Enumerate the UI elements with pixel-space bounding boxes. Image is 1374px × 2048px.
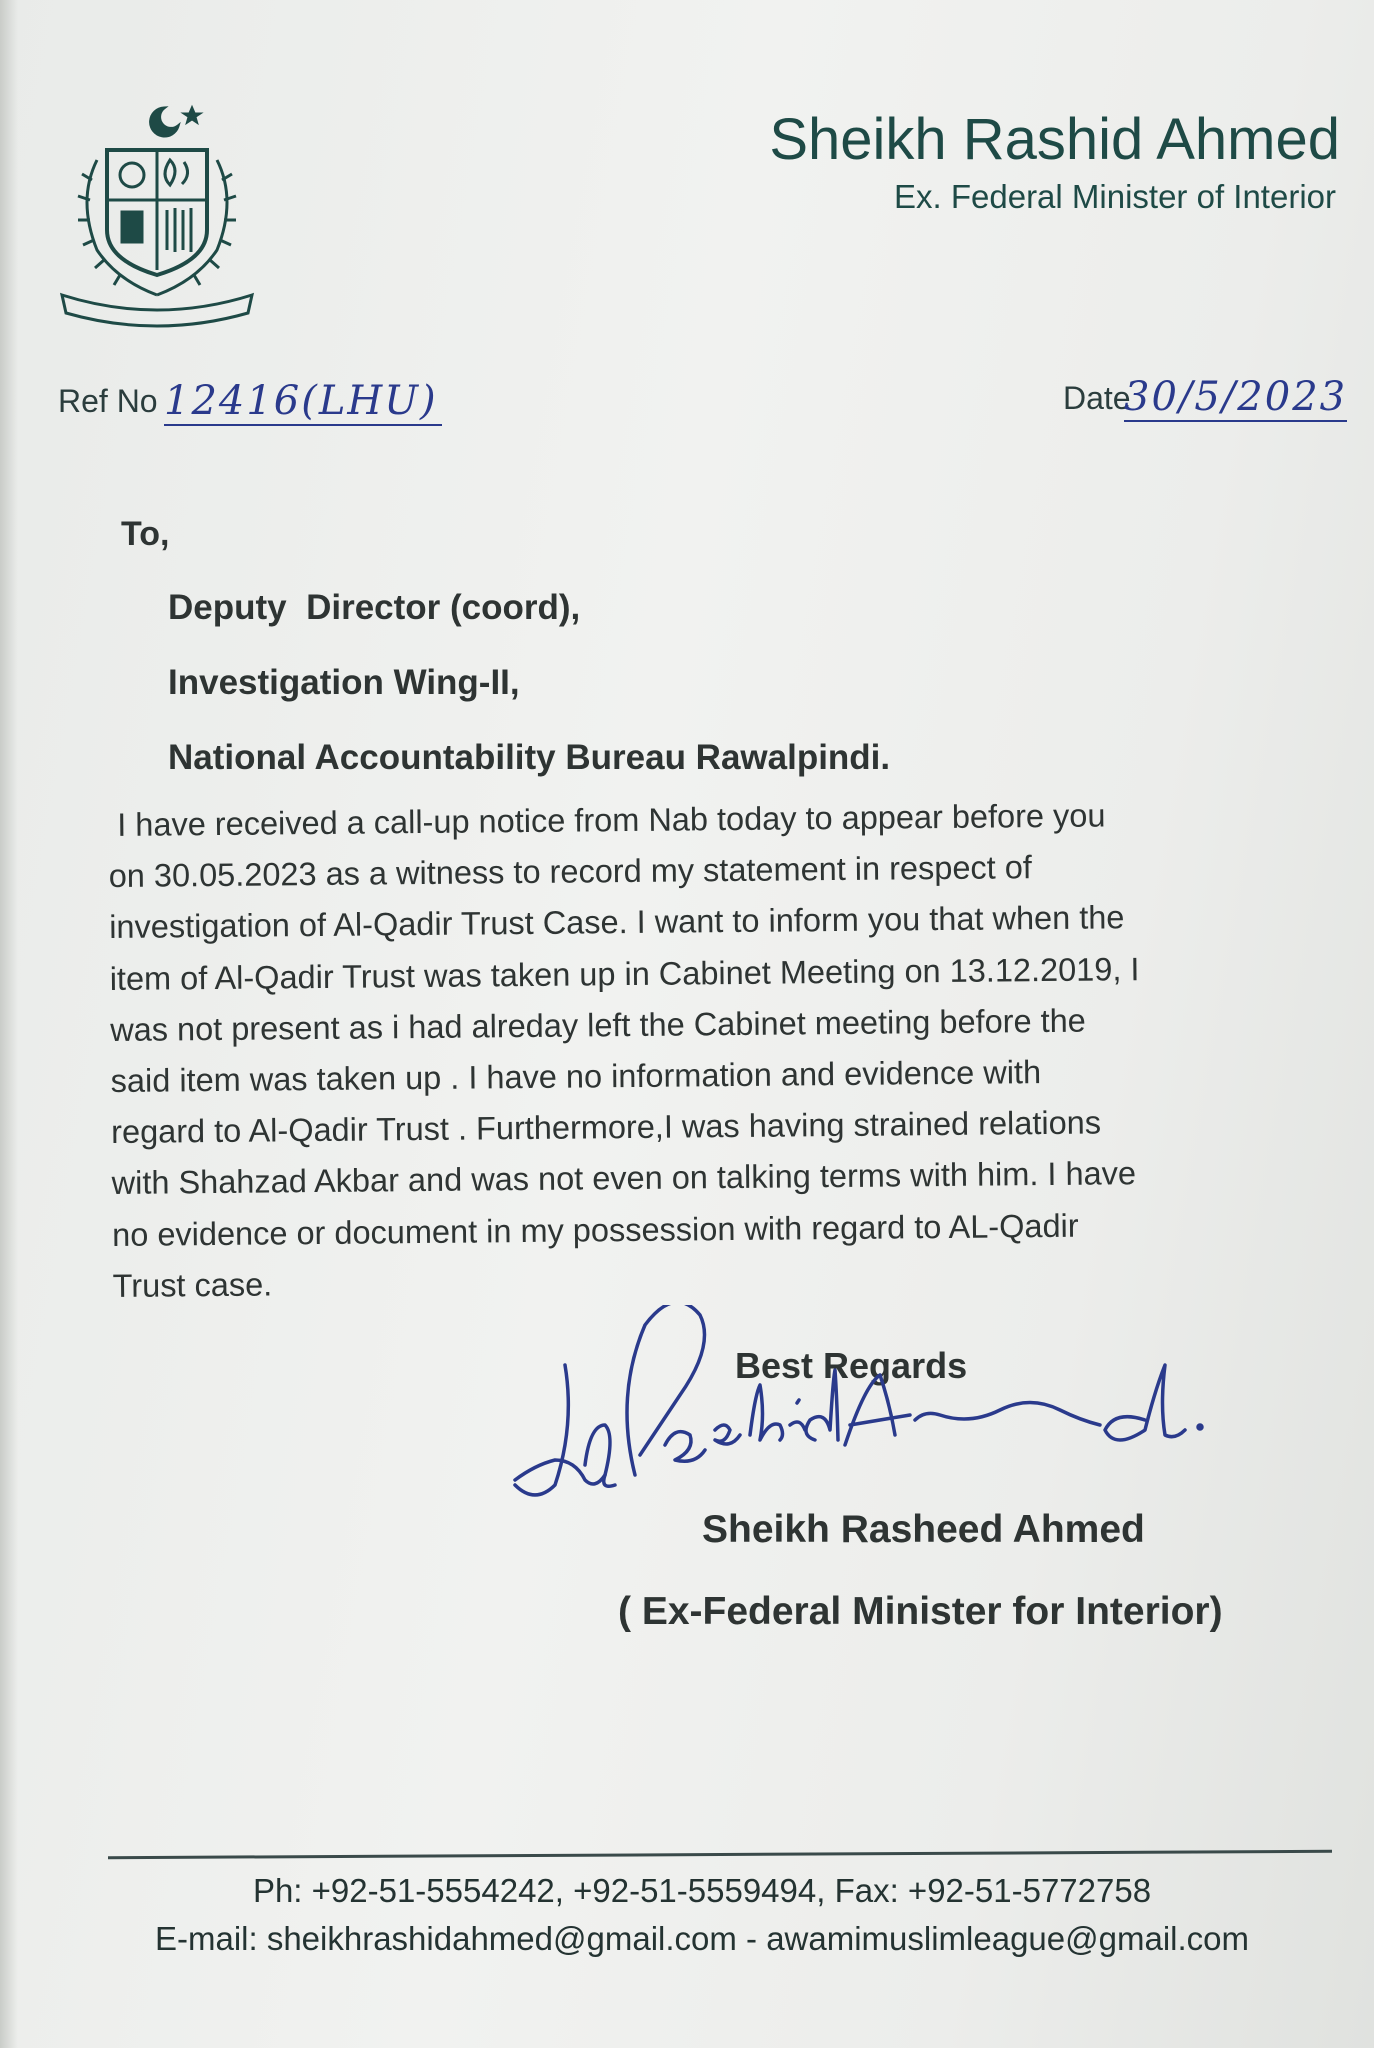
date-value: 30/5/2023 bbox=[1124, 374, 1348, 420]
recipient-line: Deputy Director (coord), bbox=[168, 588, 581, 627]
ref-label: Ref No bbox=[58, 383, 158, 419]
closing-regards: Best Regards bbox=[735, 1345, 968, 1386]
footer-phone: Ph: +92-51-5554242, +92-51-5559494, Fax: +92-51-5772758 bbox=[252, 1872, 1152, 1909]
footer-divider bbox=[108, 1850, 1332, 1859]
body-line: on 30.05.2023 as a witness to record my statement in respect of bbox=[108, 849, 1033, 895]
letter-body bbox=[108, 789, 1273, 1312]
body-line: item of Al-Qadir Trust was taken up in Cabinet Meeting on 13.12.2019, I bbox=[109, 950, 1140, 997]
letterhead-name: Sheikh Rashid Ahmed bbox=[769, 107, 1340, 172]
ref-number: 12416(LHU) bbox=[164, 378, 442, 426]
state-emblem-icon bbox=[52, 100, 262, 335]
body-line: was not present as i had alreday left the Cabinet meeting before the bbox=[110, 1002, 1086, 1048]
footer-email: E-mail: sheikhrashidahmed@gmail.com - awamimuslimleague@gmail.com bbox=[154, 1920, 1250, 1957]
date-label: Date bbox=[1063, 380, 1131, 416]
recipient-line: Investigation Wing-II, bbox=[168, 663, 520, 702]
recipient-line: National Accountability Bureau Rawalpindi. bbox=[168, 738, 891, 777]
body-line: regard to Al-Qadir Trust . Furthermore,I was having strained relations bbox=[111, 1104, 1102, 1151]
signer-title: ( Ex-Federal Minister for Interior) bbox=[618, 1590, 1223, 1633]
body-line: with Shahzad Akbar and was not even on talking terms with him. I have bbox=[111, 1155, 1137, 1202]
page-edge-shadow bbox=[0, 0, 18, 2048]
salutation: To, bbox=[121, 515, 170, 553]
signer-name: Sheikh Rasheed Ahmed bbox=[702, 1508, 1145, 1551]
letterhead-title: Ex. Federal Minister of Interior bbox=[894, 178, 1336, 215]
body-line: no evidence or document in my possession with regard to AL-Qadir bbox=[111, 1207, 1079, 1253]
body-line: I have received a call-up notice from Nab today to appear before you bbox=[108, 797, 1106, 843]
body-line: investigation of Al-Qadir Trust Case. I want to inform you that when the bbox=[109, 899, 1125, 946]
body-line: said item was taken up . I have no information and evidence with bbox=[110, 1054, 1042, 1100]
body-line: Trust case. bbox=[112, 1266, 273, 1304]
